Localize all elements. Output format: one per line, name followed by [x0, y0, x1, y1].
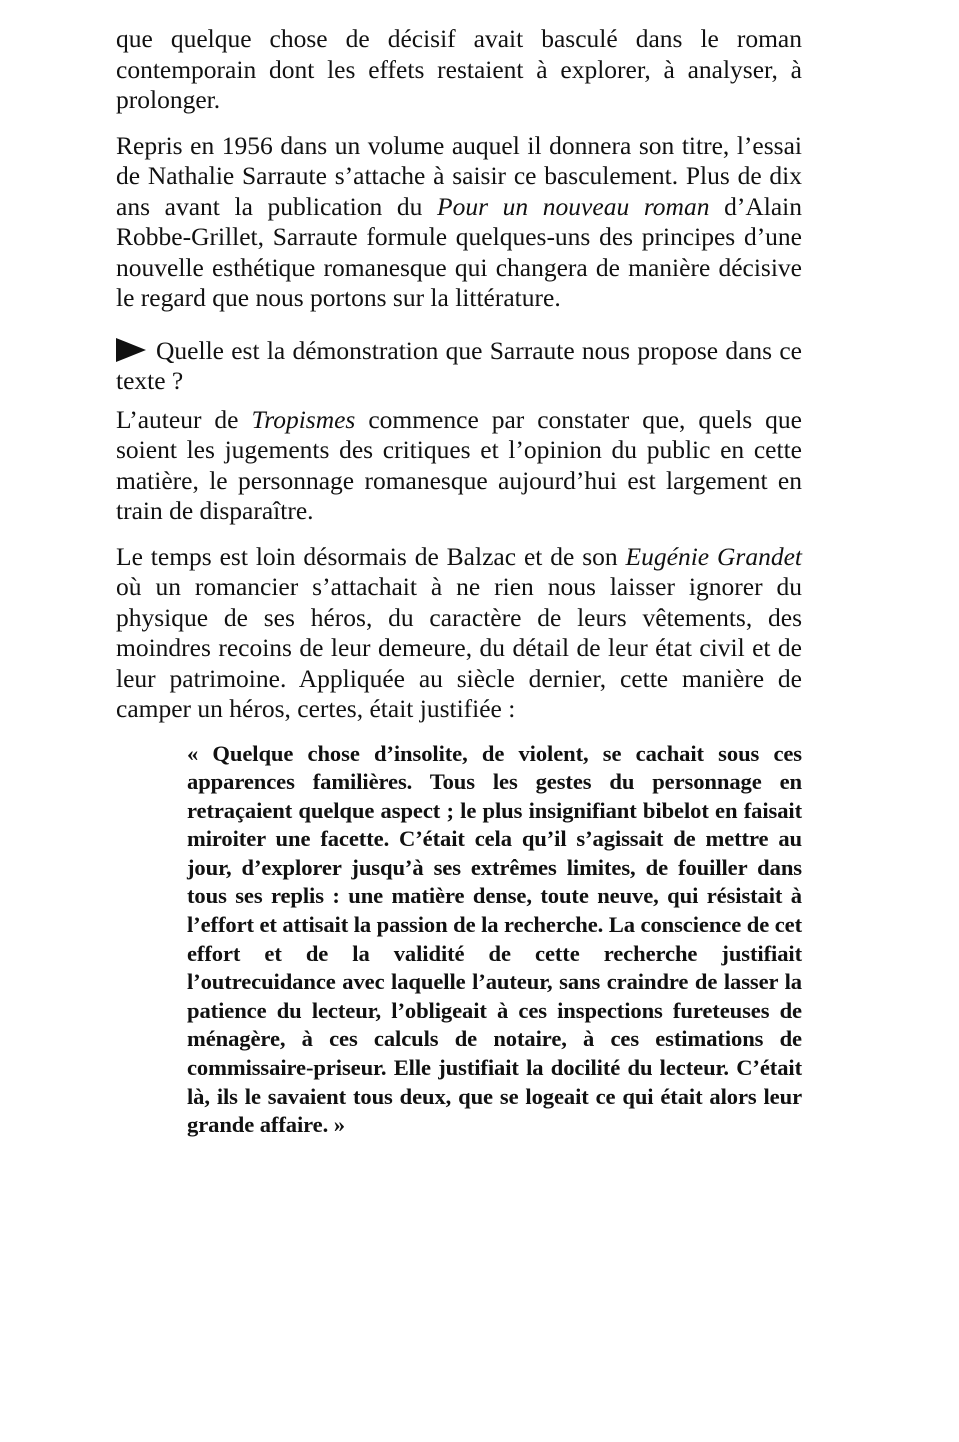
paragraph-text: L’auteur de — [116, 404, 252, 434]
paragraph-repris-1956 — [116, 131, 802, 314]
question-heading — [116, 336, 802, 397]
paragraph-text: où un romancier s’attachait à ne rien nous laisser ignorer du physique de ses héros, du caractère de leurs vêtements, des moindres recoins de leur demeure, du détail de leur état civil et de leur patrimoine. Appliquée au siècle dernier, cette manière de camper un héros, certes, était justifiée : — [116, 572, 802, 723]
paragraph-tropismes — [116, 405, 802, 527]
book-title-eugenie-grandet: Eugénie Grandet — [625, 541, 802, 571]
book-title-tropismes: Tropismes — [251, 404, 356, 434]
paragraph-text: que quelque chose de décisif avait basculé dans le roman contemporain dont les effets restaient à explorer, à analyser, à prolonger. — [116, 24, 802, 114]
paragraph-intro-continuation — [116, 24, 802, 116]
paragraph-text: Repris en 1956 dans un volume auquel il donnera son titre, l’essai de Nathalie Sarraute s’attache à saisir ce basculement. Plus de dix ans avant la publication du — [116, 130, 802, 221]
book-title-pour-un-nouveau-roman: Pour un nouveau roman — [437, 191, 710, 221]
block-quotation — [187, 740, 802, 1140]
question-text: Quelle est la démonstration que Sarraute nous propose dans ce texte ? — [116, 335, 802, 395]
paragraph-text: Le temps est loin désormais de Balzac et de son — [116, 541, 626, 571]
paragraph-text: d’Alain Robbe-Grillet, Sarraute formule quelques-uns des principes d’une nouvelle esthétique romanesque qui changera de manière décisive le regard que nous portons sur la littérature. — [116, 191, 802, 312]
quotation-text: « Quelque chose d’insolite, de violent, se cachait sous ces apparences familières. Tous les gestes du personnage en retraçaient quelque aspect ; le plus insignifiant bibelot en faisait miroiter une facette. C’était cela qu’il s’agissait de mettre au jour, d’explorer jusqu’à ses extrêmes limites, de fouiller dans tous ses replis : une matière dense, toute neuve, qui résistait à l’effort et attisait la passion de la recherche. La conscience de cet effort et de la validité de cette recherche justifiait l’outrecuidance avec laquelle l’auteur, sans craindre de lasser la patience du lecteur, l’obligeait à ces inspections fureteuses de ménagère, à ces calculs de notaire, à ces estimations de commissaire-priseur. Elle justifiait la docilité du lecteur. C’était là, ils le savaient tous deux, que se logeait ce qui était alors leur grande affaire. » — [187, 740, 802, 1138]
document-page — [116, 24, 802, 1140]
paragraph-balzac — [116, 542, 802, 725]
right-triangle-arrow-icon — [116, 338, 146, 362]
paragraph-text: commence par constater que, quels que soient les jugements des critiques et l’opinion du public en cette matière, le personnage romanesque aujourd’hui est largement en train de disparaître. — [116, 404, 802, 525]
